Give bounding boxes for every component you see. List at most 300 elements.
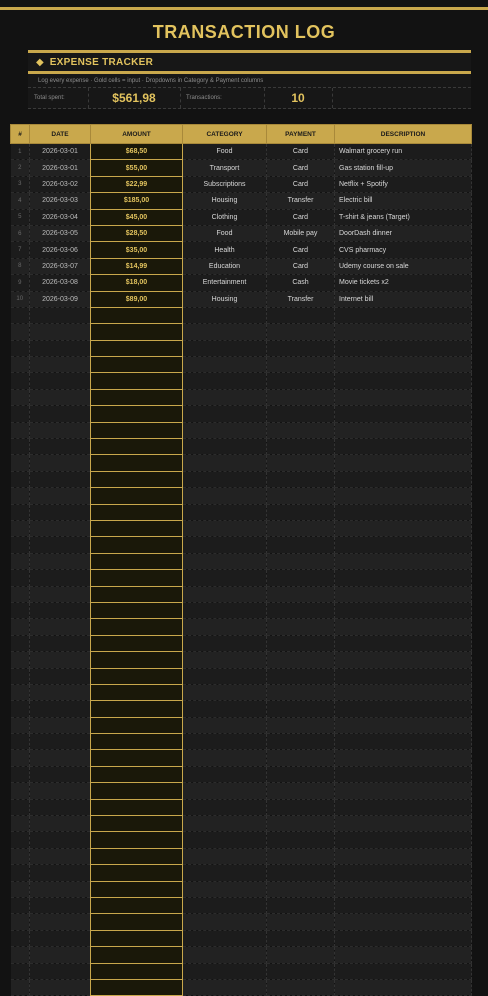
amount-input-cell[interactable] xyxy=(91,717,183,733)
date-cell[interactable] xyxy=(30,406,91,422)
category-dropdown-cell[interactable] xyxy=(183,373,267,389)
description-cell[interactable] xyxy=(335,619,472,635)
amount-input-cell[interactable]: $55,00 xyxy=(91,160,183,176)
description-cell[interactable] xyxy=(335,504,472,520)
payment-dropdown-cell[interactable] xyxy=(267,848,335,864)
payment-dropdown-cell[interactable] xyxy=(267,422,335,438)
category-dropdown-cell[interactable] xyxy=(183,799,267,815)
date-cell[interactable] xyxy=(30,635,91,651)
amount-input-cell[interactable] xyxy=(91,799,183,815)
transactions-value-cell[interactable] xyxy=(264,88,333,108)
date-cell[interactable] xyxy=(30,340,91,356)
date-cell[interactable] xyxy=(30,930,91,946)
payment-dropdown-cell[interactable]: Transfer xyxy=(267,291,335,307)
description-cell[interactable] xyxy=(335,553,472,569)
description-cell[interactable] xyxy=(335,832,472,848)
row-number-cell xyxy=(11,848,30,864)
payment-dropdown-cell[interactable] xyxy=(267,357,335,373)
category-dropdown-cell[interactable] xyxy=(183,406,267,422)
payment-dropdown-cell[interactable]: Card xyxy=(267,258,335,274)
payment-dropdown-cell[interactable]: Card xyxy=(267,144,335,160)
description-cell[interactable] xyxy=(335,816,472,832)
category-dropdown-cell[interactable] xyxy=(183,717,267,733)
category-dropdown-cell[interactable] xyxy=(183,324,267,340)
description-cell[interactable] xyxy=(335,324,472,340)
date-cell[interactable] xyxy=(30,520,91,536)
row-number-cell xyxy=(11,897,30,913)
amount-input-cell[interactable] xyxy=(91,439,183,455)
date-cell[interactable] xyxy=(30,422,91,438)
description-cell[interactable] xyxy=(335,930,472,946)
date-cell[interactable]: 2026-03-01 xyxy=(30,144,91,160)
payment-dropdown-cell[interactable] xyxy=(267,766,335,782)
payment-dropdown-cell[interactable]: Card xyxy=(267,176,335,192)
amount-input-cell[interactable] xyxy=(91,865,183,881)
description-cell[interactable] xyxy=(335,537,472,553)
date-cell[interactable] xyxy=(30,816,91,832)
description-cell[interactable]: Udemy course on sale xyxy=(335,258,472,274)
description-cell[interactable] xyxy=(335,373,472,389)
category-dropdown-cell[interactable] xyxy=(183,930,267,946)
date-cell[interactable]: 2026-03-09 xyxy=(30,291,91,307)
date-cell[interactable] xyxy=(30,684,91,700)
payment-dropdown-cell[interactable] xyxy=(267,947,335,963)
payment-dropdown-cell[interactable]: Mobile pay xyxy=(267,225,335,241)
description-cell[interactable] xyxy=(335,602,472,618)
table-row xyxy=(11,668,472,684)
amount-input-cell[interactable] xyxy=(91,471,183,487)
date-cell[interactable]: 2026-03-06 xyxy=(30,242,91,258)
amount-input-cell[interactable]: $185,00 xyxy=(91,193,183,209)
table-row xyxy=(11,799,472,815)
payment-dropdown-cell[interactable] xyxy=(267,488,335,504)
description-cell[interactable] xyxy=(335,652,472,668)
amount-input-cell[interactable] xyxy=(91,586,183,602)
amount-input-cell[interactable]: $45,00 xyxy=(91,209,183,225)
table-header-row xyxy=(11,125,472,144)
payment-dropdown-cell[interactable] xyxy=(267,734,335,750)
category-dropdown-cell[interactable]: Housing xyxy=(183,291,267,307)
description-cell[interactable]: Movie tickets x2 xyxy=(335,275,472,291)
date-cell[interactable] xyxy=(30,373,91,389)
date-cell[interactable] xyxy=(30,832,91,848)
amount-input-cell[interactable] xyxy=(91,488,183,504)
top-rule xyxy=(0,7,488,10)
date-cell[interactable] xyxy=(30,963,91,979)
category-dropdown-cell[interactable] xyxy=(183,865,267,881)
category-dropdown-cell[interactable] xyxy=(183,340,267,356)
payment-dropdown-cell[interactable]: Card xyxy=(267,209,335,225)
date-cell[interactable] xyxy=(30,602,91,618)
description-cell[interactable] xyxy=(335,947,472,963)
category-dropdown-cell[interactable]: Health xyxy=(183,242,267,258)
date-cell[interactable] xyxy=(30,537,91,553)
category-dropdown-cell[interactable] xyxy=(183,602,267,618)
description-cell[interactable]: T-shirt & jeans (Target) xyxy=(335,209,472,225)
table-row xyxy=(11,553,472,569)
payment-dropdown-cell[interactable] xyxy=(267,570,335,586)
row-number-cell xyxy=(11,340,30,356)
date-cell[interactable] xyxy=(30,979,91,995)
amount-input-cell[interactable] xyxy=(91,734,183,750)
description-cell[interactable] xyxy=(335,799,472,815)
payment-dropdown-cell[interactable]: Cash xyxy=(267,275,335,291)
payment-dropdown-cell[interactable] xyxy=(267,717,335,733)
category-dropdown-cell[interactable] xyxy=(183,553,267,569)
description-cell[interactable] xyxy=(335,471,472,487)
date-cell[interactable] xyxy=(30,307,91,323)
payment-dropdown-cell[interactable] xyxy=(267,832,335,848)
category-dropdown-cell[interactable] xyxy=(183,439,267,455)
amount-input-cell[interactable]: $14,99 xyxy=(91,258,183,274)
date-cell[interactable] xyxy=(30,455,91,471)
payment-dropdown-cell[interactable] xyxy=(267,881,335,897)
date-cell[interactable] xyxy=(30,947,91,963)
payment-dropdown-cell[interactable] xyxy=(267,504,335,520)
description-cell[interactable] xyxy=(335,881,472,897)
description-cell[interactable] xyxy=(335,570,472,586)
amount-input-cell[interactable] xyxy=(91,357,183,373)
payment-dropdown-cell[interactable] xyxy=(267,602,335,618)
date-cell[interactable] xyxy=(30,865,91,881)
table-row xyxy=(11,455,472,471)
category-dropdown-cell[interactable] xyxy=(183,947,267,963)
description-cell[interactable] xyxy=(335,848,472,864)
date-cell[interactable] xyxy=(30,619,91,635)
description-cell[interactable] xyxy=(335,455,472,471)
date-cell[interactable] xyxy=(30,717,91,733)
description-cell[interactable] xyxy=(335,357,472,373)
amount-input-cell[interactable] xyxy=(91,455,183,471)
date-cell[interactable] xyxy=(30,553,91,569)
payment-dropdown-cell[interactable] xyxy=(267,307,335,323)
category-dropdown-cell[interactable] xyxy=(183,914,267,930)
table-row xyxy=(11,242,472,258)
amount-input-cell[interactable] xyxy=(91,897,183,913)
date-cell[interactable] xyxy=(30,668,91,684)
category-dropdown-cell[interactable] xyxy=(183,979,267,995)
payment-dropdown-cell[interactable] xyxy=(267,340,335,356)
category-dropdown-cell[interactable]: Education xyxy=(183,258,267,274)
date-cell[interactable] xyxy=(30,799,91,815)
description-cell[interactable] xyxy=(335,389,472,405)
amount-input-cell[interactable] xyxy=(91,389,183,405)
category-dropdown-cell[interactable] xyxy=(183,684,267,700)
payment-dropdown-cell[interactable] xyxy=(267,816,335,832)
payment-dropdown-cell[interactable]: Card xyxy=(267,160,335,176)
table-row xyxy=(11,570,472,586)
transactions-value: 10 xyxy=(291,91,305,105)
amount-input-cell[interactable] xyxy=(91,373,183,389)
description-cell[interactable] xyxy=(335,717,472,733)
description-cell[interactable]: Gas station fill-up xyxy=(335,160,472,176)
payment-dropdown-cell[interactable] xyxy=(267,750,335,766)
row-number-cell xyxy=(11,783,30,799)
payment-dropdown-cell[interactable] xyxy=(267,520,335,536)
description-cell[interactable] xyxy=(335,979,472,995)
date-cell[interactable]: 2026-03-02 xyxy=(30,176,91,192)
date-cell[interactable] xyxy=(30,734,91,750)
table-row xyxy=(11,816,472,832)
category-dropdown-cell[interactable]: Food xyxy=(183,144,267,160)
amount-input-cell[interactable] xyxy=(91,750,183,766)
description-cell[interactable] xyxy=(335,668,472,684)
table-row xyxy=(11,520,472,536)
payment-dropdown-cell[interactable] xyxy=(267,668,335,684)
date-cell[interactable] xyxy=(30,471,91,487)
description-cell[interactable] xyxy=(335,766,472,782)
description-cell[interactable]: CVS pharmacy xyxy=(335,242,472,258)
description-cell[interactable]: Netflix + Spotify xyxy=(335,176,472,192)
amount-input-cell[interactable] xyxy=(91,602,183,618)
description-cell[interactable]: Electric bill xyxy=(335,193,472,209)
category-dropdown-cell[interactable] xyxy=(183,570,267,586)
category-dropdown-cell[interactable] xyxy=(183,537,267,553)
date-cell[interactable]: 2026-03-04 xyxy=(30,209,91,225)
table-row xyxy=(11,225,472,241)
category-dropdown-cell[interactable] xyxy=(183,848,267,864)
description-cell[interactable] xyxy=(335,897,472,913)
amount-input-cell[interactable] xyxy=(91,307,183,323)
category-dropdown-cell[interactable] xyxy=(183,881,267,897)
amount-input-cell[interactable] xyxy=(91,947,183,963)
category-dropdown-cell[interactable]: Subscriptions xyxy=(183,176,267,192)
description-cell[interactable] xyxy=(335,783,472,799)
description-cell[interactable] xyxy=(335,586,472,602)
amount-input-cell[interactable] xyxy=(91,406,183,422)
amount-input-cell[interactable] xyxy=(91,520,183,536)
date-cell[interactable] xyxy=(30,357,91,373)
category-dropdown-cell[interactable] xyxy=(183,832,267,848)
description-cell[interactable] xyxy=(335,340,472,356)
total-spent-value-cell[interactable] xyxy=(88,88,181,108)
payment-dropdown-cell[interactable] xyxy=(267,963,335,979)
total-spent-label-cell xyxy=(28,88,89,108)
description-cell[interactable] xyxy=(335,307,472,323)
description-cell[interactable] xyxy=(335,439,472,455)
payment-dropdown-cell[interactable]: Card xyxy=(267,242,335,258)
amount-input-cell[interactable] xyxy=(91,979,183,995)
table-row xyxy=(11,160,472,176)
date-cell[interactable] xyxy=(30,848,91,864)
payment-dropdown-cell[interactable] xyxy=(267,799,335,815)
date-cell[interactable]: 2026-03-07 xyxy=(30,258,91,274)
amount-input-cell[interactable]: $18,00 xyxy=(91,275,183,291)
category-dropdown-cell[interactable]: Transport xyxy=(183,160,267,176)
payment-dropdown-cell[interactable] xyxy=(267,389,335,405)
amount-input-cell[interactable] xyxy=(91,963,183,979)
description-cell[interactable] xyxy=(335,734,472,750)
category-dropdown-cell[interactable] xyxy=(183,652,267,668)
amount-input-cell[interactable] xyxy=(91,652,183,668)
payment-dropdown-cell[interactable] xyxy=(267,439,335,455)
date-cell[interactable]: 2026-03-08 xyxy=(30,275,91,291)
row-number-cell xyxy=(11,635,30,651)
category-dropdown-cell[interactable] xyxy=(183,471,267,487)
category-dropdown-cell[interactable]: Clothing xyxy=(183,209,267,225)
description-cell[interactable] xyxy=(335,488,472,504)
payment-dropdown-cell[interactable] xyxy=(267,684,335,700)
category-dropdown-cell[interactable] xyxy=(183,389,267,405)
panel-header xyxy=(28,53,471,74)
category-dropdown-cell[interactable]: Entertainment xyxy=(183,275,267,291)
table-row xyxy=(11,947,472,963)
amount-input-cell[interactable] xyxy=(91,701,183,717)
amount-input-cell[interactable] xyxy=(91,422,183,438)
payment-dropdown-cell[interactable] xyxy=(267,373,335,389)
amount-input-cell[interactable] xyxy=(91,914,183,930)
payment-dropdown-cell[interactable] xyxy=(267,979,335,995)
description-cell[interactable] xyxy=(335,406,472,422)
payment-dropdown-cell[interactable] xyxy=(267,537,335,553)
description-cell[interactable] xyxy=(335,684,472,700)
date-cell[interactable] xyxy=(30,783,91,799)
category-dropdown-cell[interactable] xyxy=(183,635,267,651)
description-cell[interactable]: Internet bill xyxy=(335,291,472,307)
date-cell[interactable] xyxy=(30,701,91,717)
category-dropdown-cell[interactable]: Housing xyxy=(183,193,267,209)
row-number-cell: 4 xyxy=(11,193,30,209)
payment-dropdown-cell[interactable] xyxy=(267,586,335,602)
payment-dropdown-cell[interactable] xyxy=(267,324,335,340)
amount-input-cell[interactable] xyxy=(91,684,183,700)
table-row xyxy=(11,193,472,209)
category-dropdown-cell[interactable] xyxy=(183,783,267,799)
transaction-table xyxy=(10,124,472,996)
category-dropdown-cell[interactable] xyxy=(183,586,267,602)
amount-input-cell[interactable] xyxy=(91,816,183,832)
date-cell[interactable]: 2026-03-01 xyxy=(30,160,91,176)
amount-input-cell[interactable] xyxy=(91,848,183,864)
table-row xyxy=(11,832,472,848)
amount-input-cell[interactable]: $68,50 xyxy=(91,144,183,160)
payment-dropdown-cell[interactable] xyxy=(267,455,335,471)
row-number-cell xyxy=(11,914,30,930)
category-dropdown-cell[interactable] xyxy=(183,963,267,979)
payment-dropdown-cell[interactable] xyxy=(267,783,335,799)
description-cell[interactable] xyxy=(335,635,472,651)
category-dropdown-cell[interactable] xyxy=(183,307,267,323)
payment-dropdown-cell[interactable] xyxy=(267,471,335,487)
category-dropdown-cell[interactable] xyxy=(183,455,267,471)
category-dropdown-cell[interactable] xyxy=(183,668,267,684)
row-number-cell xyxy=(11,389,30,405)
payment-dropdown-cell[interactable] xyxy=(267,930,335,946)
payment-dropdown-cell[interactable]: Transfer xyxy=(267,193,335,209)
date-cell[interactable] xyxy=(30,488,91,504)
description-cell[interactable] xyxy=(335,914,472,930)
payment-dropdown-cell[interactable] xyxy=(267,897,335,913)
category-dropdown-cell[interactable] xyxy=(183,734,267,750)
amount-input-cell[interactable] xyxy=(91,668,183,684)
amount-input-cell[interactable] xyxy=(91,537,183,553)
description-cell[interactable] xyxy=(335,520,472,536)
amount-input-cell[interactable] xyxy=(91,340,183,356)
date-cell[interactable] xyxy=(30,389,91,405)
amount-input-cell[interactable] xyxy=(91,553,183,569)
description-cell[interactable] xyxy=(335,422,472,438)
table-row xyxy=(11,848,472,864)
amount-input-cell[interactable] xyxy=(91,324,183,340)
description-cell[interactable]: DoorDash dinner xyxy=(335,225,472,241)
payment-dropdown-cell[interactable] xyxy=(267,865,335,881)
amount-input-cell[interactable]: $28,50 xyxy=(91,225,183,241)
table-row xyxy=(11,586,472,602)
payment-dropdown-cell[interactable] xyxy=(267,406,335,422)
payment-dropdown-cell[interactable] xyxy=(267,553,335,569)
category-dropdown-cell[interactable] xyxy=(183,357,267,373)
table-body xyxy=(11,144,472,996)
date-cell[interactable]: 2026-03-03 xyxy=(30,193,91,209)
amount-input-cell[interactable]: $89,00 xyxy=(91,291,183,307)
total-spent-value: $561,98 xyxy=(112,91,156,105)
category-dropdown-cell[interactable] xyxy=(183,422,267,438)
payment-dropdown-cell[interactable] xyxy=(267,619,335,635)
date-cell[interactable] xyxy=(30,324,91,340)
amount-input-cell[interactable] xyxy=(91,930,183,946)
date-cell[interactable] xyxy=(30,439,91,455)
date-cell[interactable]: 2026-03-05 xyxy=(30,225,91,241)
amount-input-cell[interactable] xyxy=(91,570,183,586)
date-cell[interactable] xyxy=(30,881,91,897)
row-number-cell xyxy=(11,881,30,897)
category-dropdown-cell[interactable] xyxy=(183,701,267,717)
category-dropdown-cell[interactable] xyxy=(183,766,267,782)
date-cell[interactable] xyxy=(30,897,91,913)
date-cell[interactable] xyxy=(30,750,91,766)
date-cell[interactable] xyxy=(30,766,91,782)
category-dropdown-cell[interactable] xyxy=(183,520,267,536)
amount-input-cell[interactable] xyxy=(91,881,183,897)
payment-dropdown-cell[interactable] xyxy=(267,914,335,930)
date-cell[interactable] xyxy=(30,652,91,668)
date-cell[interactable] xyxy=(30,570,91,586)
table-row xyxy=(11,766,472,782)
description-cell[interactable] xyxy=(335,963,472,979)
amount-input-cell[interactable] xyxy=(91,619,183,635)
payment-dropdown-cell[interactable] xyxy=(267,652,335,668)
amount-input-cell[interactable] xyxy=(91,783,183,799)
category-dropdown-cell[interactable] xyxy=(183,488,267,504)
amount-input-cell[interactable]: $22,99 xyxy=(91,176,183,192)
table-row xyxy=(11,897,472,913)
description-cell[interactable]: Walmart grocery run xyxy=(335,144,472,160)
table-row xyxy=(11,865,472,881)
payment-dropdown-cell[interactable] xyxy=(267,701,335,717)
table-row xyxy=(11,701,472,717)
description-cell[interactable] xyxy=(335,865,472,881)
date-cell[interactable] xyxy=(30,504,91,520)
category-dropdown-cell[interactable] xyxy=(183,750,267,766)
amount-input-cell[interactable] xyxy=(91,766,183,782)
amount-input-cell[interactable] xyxy=(91,832,183,848)
date-cell[interactable] xyxy=(30,914,91,930)
amount-input-cell[interactable] xyxy=(91,504,183,520)
category-dropdown-cell[interactable] xyxy=(183,619,267,635)
amount-input-cell[interactable]: $35,00 xyxy=(91,242,183,258)
category-dropdown-cell[interactable] xyxy=(183,504,267,520)
description-cell[interactable] xyxy=(335,750,472,766)
description-cell[interactable] xyxy=(335,701,472,717)
amount-input-cell[interactable] xyxy=(91,635,183,651)
category-dropdown-cell[interactable]: Food xyxy=(183,225,267,241)
payment-dropdown-cell[interactable] xyxy=(267,635,335,651)
date-cell[interactable] xyxy=(30,586,91,602)
row-number-cell xyxy=(11,455,30,471)
category-dropdown-cell[interactable] xyxy=(183,816,267,832)
row-number-cell xyxy=(11,734,30,750)
category-dropdown-cell[interactable] xyxy=(183,897,267,913)
